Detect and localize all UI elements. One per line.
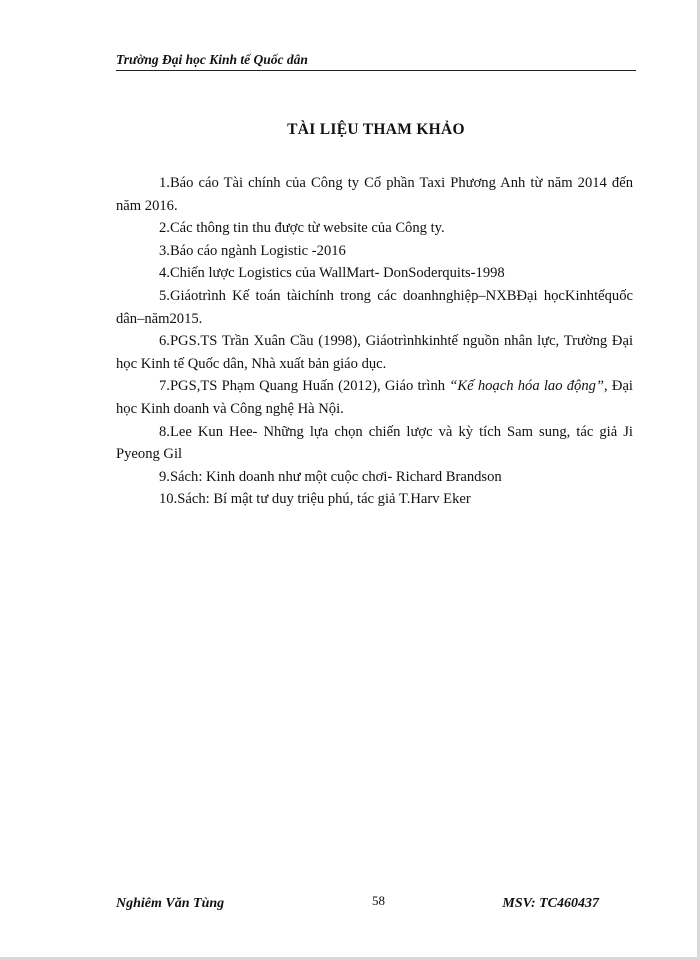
reference-item: 10.Sách: Bí mật tư duy triệu phú, tác giả T.Harv Eker [159, 491, 471, 508]
author-name: Nghiêm Văn Tùng [116, 896, 225, 911]
reference-book-title: “Kế hoạch hóa lao động” [449, 378, 605, 395]
page-footer [116, 893, 636, 916]
page-header [116, 52, 636, 71]
reference-item: 5.Giáotrình Kế toán tàichính trong các doanhnghiệp–NXBĐại họcKinhtếquốc dân–năm2015. [116, 287, 633, 327]
page-title: TÀI LIỆU THAM KHẢO [287, 121, 465, 138]
reference-item [116, 375, 633, 420]
reference-text: , Đại học Kinh doanh và Công nghệ Hà Nội. [116, 378, 633, 417]
reference-item: 2.Các thông tin thu được từ website của Công ty. [159, 220, 445, 237]
reference-item: 4.Chiến lược Logistics của WallMart- DonSoderquits-1998 [159, 265, 505, 282]
page-number: 58 [372, 893, 385, 908]
reference-text: 7.PGS,TS Phạm Quang Huấn (2012), Giáo trình [159, 378, 450, 395]
institution-name: Trường Đại học Kinh tế Quốc dân [116, 52, 308, 67]
reference-list [116, 172, 633, 511]
reference-item: 1.Báo cáo Tài chính của Công ty Cổ phần Taxi Phương Anh từ năm 2014 đến năm 2016. [116, 175, 633, 214]
reference-item: 8.Lee Kun Hee- Những lựa chọn chiến lược và kỳ tích Sam sung, tác giả Ji Pyeong Gil [116, 423, 633, 463]
reference-item: 6.PGS.TS Trần Xuân Cầu (1998), Giáotrìnhkinhtế nguồn nhân lực, Trường Đại học Kinh tế Quốc dân, Nhà xuất bản giáo dục. [116, 333, 633, 372]
reference-item: 3.Báo cáo ngành Logistic -2016 [159, 242, 346, 259]
reference-item: 9.Sách: Kinh doanh như một cuộc chơi- Richard Brandson [159, 468, 502, 485]
student-id: MSV: TC460437 [502, 896, 599, 911]
